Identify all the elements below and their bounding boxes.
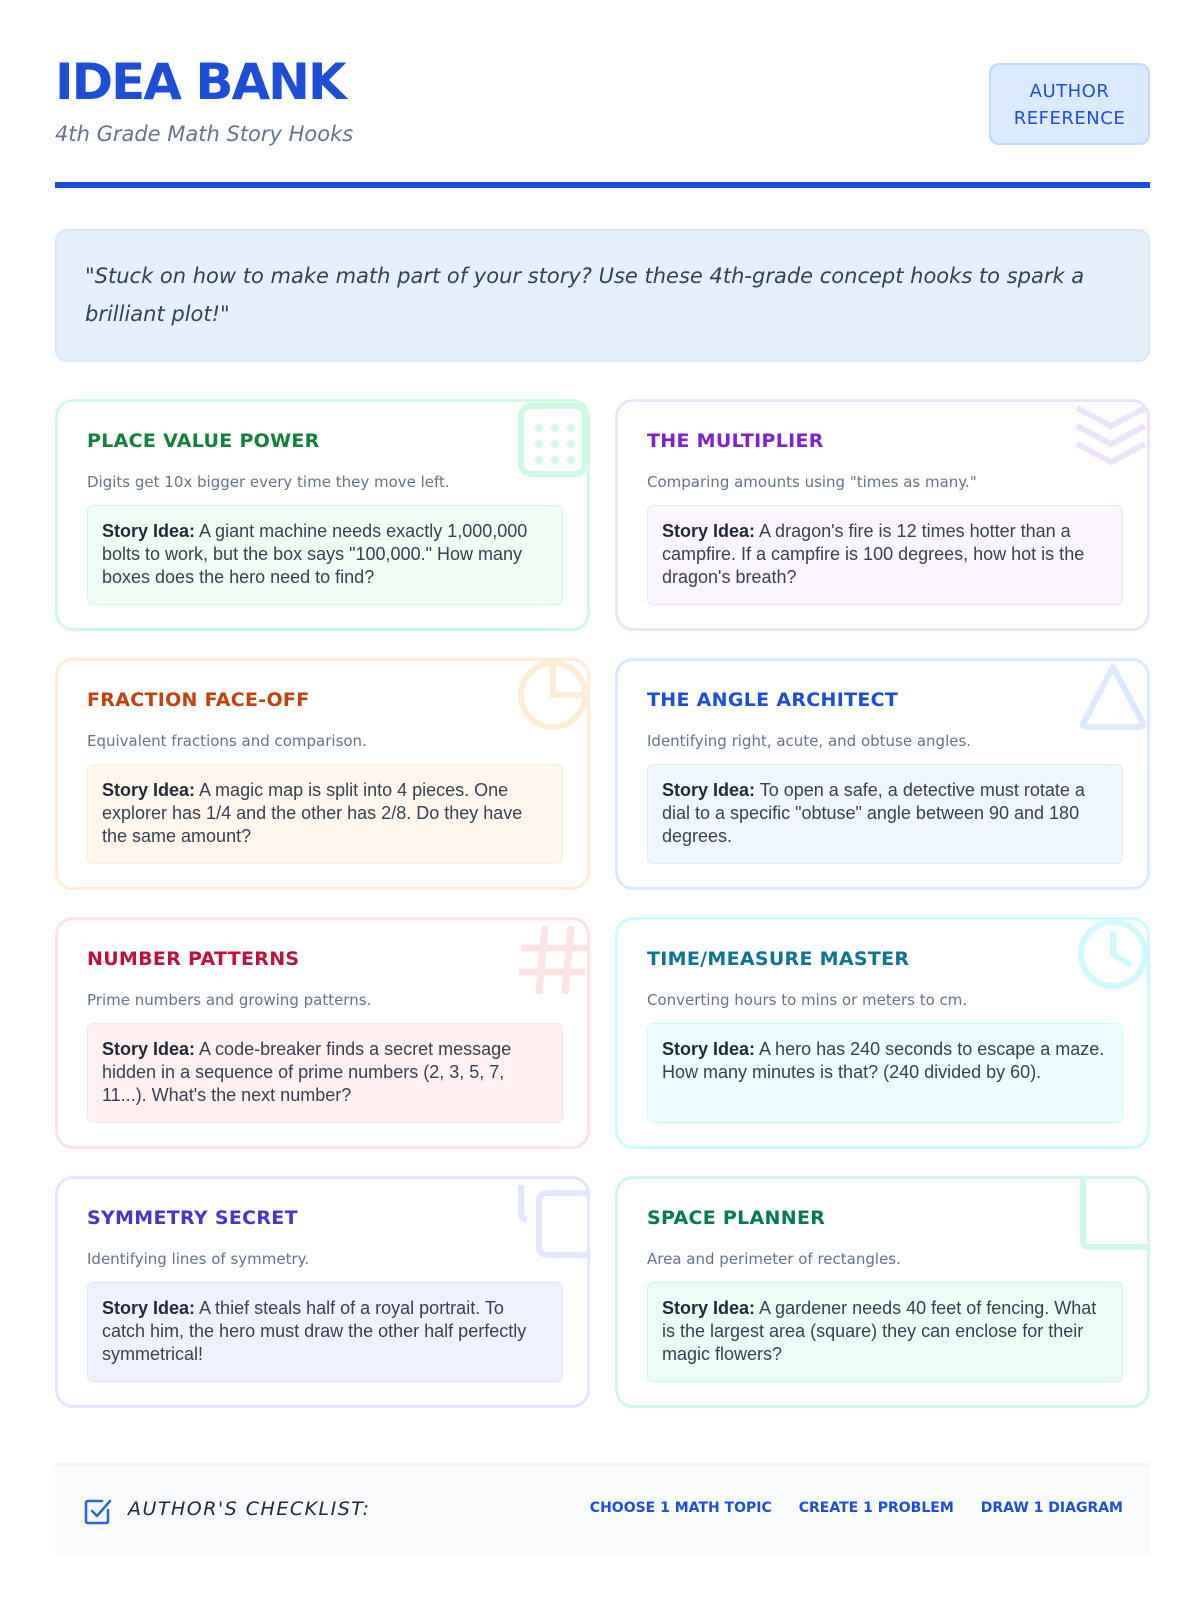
topic-card [615,399,1150,631]
story-idea-box [87,1023,563,1123]
card-title: THE MULTIPLIER [647,430,824,452]
checklist-steps [590,1500,1123,1516]
card-title: SPACE PLANNER [647,1207,826,1229]
hash-icon [507,920,587,1000]
triangle-icon [1067,661,1147,741]
story-idea-text: A gardener needs 40 feet of fencing. What is the largest area (square) they can enclose for their magic flowers? [662,1298,1097,1364]
grid-icon [507,402,587,482]
card-title: FRACTION FACE-OFF [87,689,310,711]
topic-card [55,399,590,631]
card-title: THE ANGLE ARCHITECT [647,689,899,711]
story-idea-text: To open a safe, a detective must rotate a dial to a specific "obtuse" angle between 90 and 180 degrees. [662,780,1085,846]
story-idea-box [87,505,563,605]
story-idea-text: A hero has 240 seconds to escape a maze. How many minutes is that? (240 divided by 60). [662,1039,1105,1082]
story-idea-text: A thief steals half of a royal portrait. To catch him, the hero must draw the other half perfectly symmetrical! [102,1298,527,1364]
card-description: Digits get 10x bigger every time they move left. [87,473,450,491]
pie-icon [507,661,587,741]
checklist-step: DRAW 1 DIAGRAM [980,1500,1123,1516]
story-idea-label: Story Idea: [102,780,196,800]
checklist-step: CHOOSE 1 MATH TOPIC [589,1500,772,1516]
badge-line-2: REFERENCE [1013,108,1126,129]
story-idea-box [87,1282,563,1382]
story-idea-text: A giant machine needs exactly 1,000,000 bolts to work, but the box says "100,000." How many boxes does the hero need to find? [102,521,528,587]
story-idea-label: Story Idea: [662,1039,756,1059]
story-idea-box [647,505,1123,605]
card-title: TIME/MEASURE MASTER [647,948,910,970]
mirror-icon [507,1179,587,1259]
story-idea-label: Story Idea: [102,1298,196,1318]
checkbox-icon [83,1496,113,1526]
topic-card [55,1176,590,1408]
story-idea-text: A code-breaker finds a secret message hidden in a sequence of prime numbers (2, 3, 5, 7, 11...). What's the next number? [102,1039,512,1105]
story-idea-box [647,1282,1123,1382]
topic-card [615,917,1150,1149]
author-checklist-bar [55,1463,1150,1555]
card-description: Identifying right, acute, and obtuse angles. [647,732,972,750]
badge-line-1: AUTHOR [1029,81,1110,102]
checklist-step: CREATE 1 PROBLEM [798,1500,954,1516]
story-idea-label: Story Idea: [102,521,196,541]
story-idea-box [87,764,563,864]
story-idea-text: A dragon's fire is 12 times hotter than a campfire. If a campfire is 100 degrees, how hot is the dragon's breath? [662,521,1085,587]
topic-card [55,658,590,890]
card-description: Comparing amounts using "times as many." [647,473,977,491]
topic-card [615,658,1150,890]
card-title: PLACE VALUE POWER [87,430,320,452]
story-idea-label: Story Idea: [662,1298,756,1318]
story-idea-label: Story Idea: [662,780,756,800]
card-description: Area and perimeter of rectangles. [647,1250,901,1268]
story-idea-box [647,764,1123,864]
card-description: Identifying lines of symmetry. [87,1250,310,1268]
checklist-label: AUTHOR'S CHECKLIST: [128,1498,371,1520]
header-divider [55,182,1150,188]
square-icon [1067,1179,1147,1259]
clock-icon [1067,920,1147,1000]
topic-card [615,1176,1150,1408]
intro-quote: "Stuck on how to make math part of your story? Use these 4th-grade concept hooks to spark a brilliant plot!" [85,264,1085,326]
story-idea-box [647,1023,1123,1123]
story-idea-label: Story Idea: [662,521,756,541]
card-description: Prime numbers and growing patterns. [87,991,372,1009]
page-subtitle: 4th Grade Math Story Hooks [55,122,354,146]
page-title: IDEA BANK [55,53,345,111]
card-description: Converting hours to mins or meters to cm. [647,991,968,1009]
page-header [55,52,1150,202]
card-description: Equivalent fractions and comparison. [87,732,367,750]
card-title: NUMBER PATTERNS [87,948,300,970]
topic-card [55,917,590,1149]
story-idea-label: Story Idea: [102,1039,196,1059]
layers-icon [1067,402,1147,482]
author-reference-badge [989,63,1150,145]
intro-quote-box [55,229,1150,362]
card-title: SYMMETRY SECRET [87,1207,298,1229]
story-idea-text: A magic map is split into 4 pieces. One explorer has 1/4 and the other has 2/8. Do they have the same amount? [102,780,523,846]
